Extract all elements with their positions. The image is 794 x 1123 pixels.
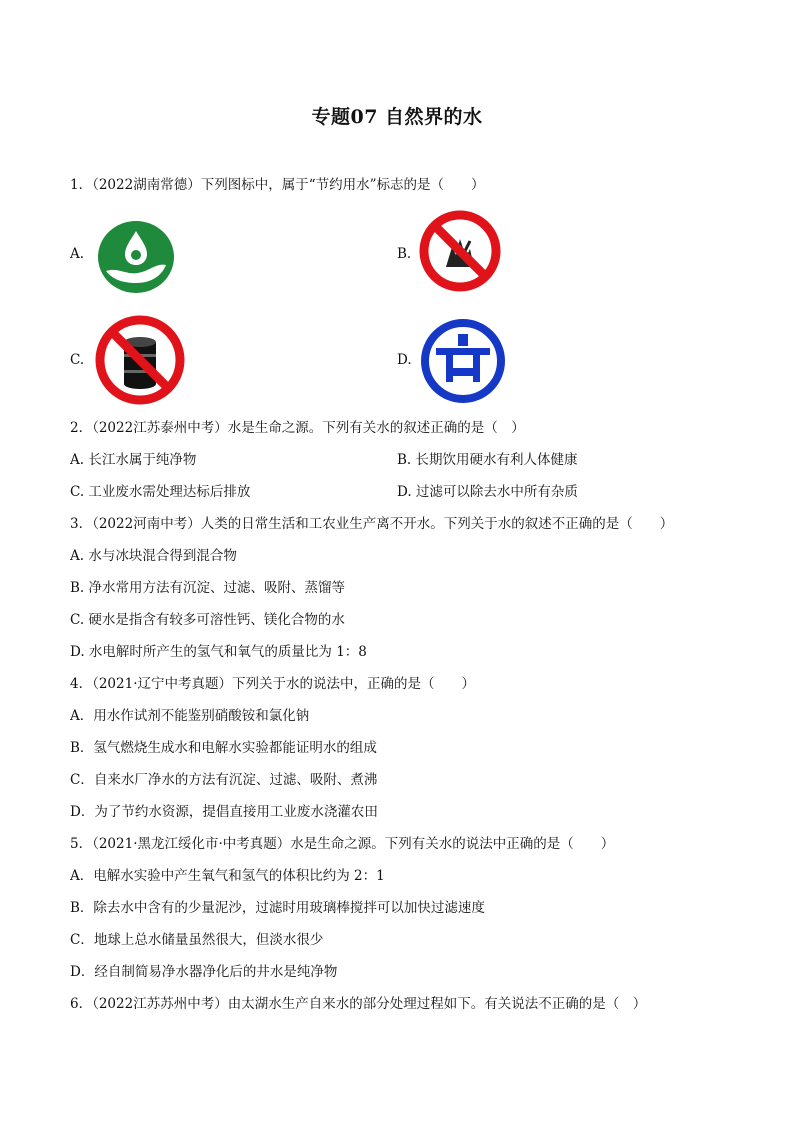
q1-option-c-label: C. xyxy=(70,352,85,368)
q2-option-d: D. 过滤可以除去水中所有杂质 xyxy=(397,484,578,500)
q3-option-c: C. 硬水是指含有较多可溶性钙、镁化合物的水 xyxy=(70,612,345,628)
q3-option-a: A. 水与冰块混合得到混合物 xyxy=(70,548,237,564)
q2-option-a: A. 长江水属于纯净物 xyxy=(70,452,197,468)
blue-circle-symbol-icon xyxy=(420,318,506,404)
q1-option-b-label: B. xyxy=(397,246,412,262)
q5-option-b: B．除去水中含有的少量泥沙，过滤时用玻璃棒搅拌可以加快过滤速度 xyxy=(70,900,485,916)
q2-option-c: C. 工业废水需处理达标后排放 xyxy=(70,484,251,500)
page-title: 专题07 自然界的水 xyxy=(311,106,483,128)
water-saving-icon xyxy=(96,219,176,295)
no-oil-barrel-icon xyxy=(94,314,186,406)
q4-option-a: A．用水作试剂不能鉴别硝酸铵和氯化钠 xyxy=(70,708,310,724)
q5-option-c: C．地球上总水储量虽然很大，但淡水很少 xyxy=(70,932,324,948)
q5-option-d: D．经自制简易净水器净化后的井水是纯净物 xyxy=(70,964,338,980)
q4-option-c: C．自来水厂净水的方法有沉淀、过滤、吸附、煮沸 xyxy=(70,772,378,788)
q3-option-d: D. 水电解时所产生的氢气和氧气的质量比为 1：8 xyxy=(70,644,367,660)
question-4-stem: 4．（2021·辽宁中考真题）下列关于水的说法中，正确的是（ ） xyxy=(70,676,475,692)
q2-option-b: B. 长期饮用硬水有利人体健康 xyxy=(397,452,578,468)
q5-option-a: A．电解水实验中产生氧气和氢气的体积比约为 2：1 xyxy=(70,868,385,884)
question-5-stem: 5．（2021·黑龙江绥化市·中考真题）水是生命之源。下列有关水的说法中正确的是（ ） xyxy=(70,836,615,852)
question-2-stem: 2．（2022江苏泰州中考）水是生命之源。下列有关水的叙述正确的是（ ） xyxy=(70,420,525,436)
question-6-stem: 6．（2022江苏苏州中考）由太湖水生产自来水的部分处理过程如下。有关说法不正确的是（ ） xyxy=(70,996,647,1012)
question-3-stem: 3．（2022河南中考）人类的日常生活和工农业生产离不开水。下列关于水的叙述不正确的是（ ） xyxy=(70,516,674,532)
no-fire-icon xyxy=(418,209,502,293)
question-1-stem: 1．（2022湖南常德）下列图标中，属于“节约用水”标志的是（ ） xyxy=(70,177,485,193)
q3-option-b: B. 净水常用方法有沉淀、过滤、吸附、蒸馏等 xyxy=(70,580,346,596)
q1-option-d-label: D. xyxy=(397,352,412,368)
q4-option-d: D．为了节约水资源，提倡直接用工业废水浇灌农田 xyxy=(70,804,378,820)
q4-option-b: B．氢气燃烧生成水和电解水实验都能证明水的组成 xyxy=(70,740,377,756)
q1-option-a-label: A. xyxy=(70,246,85,262)
